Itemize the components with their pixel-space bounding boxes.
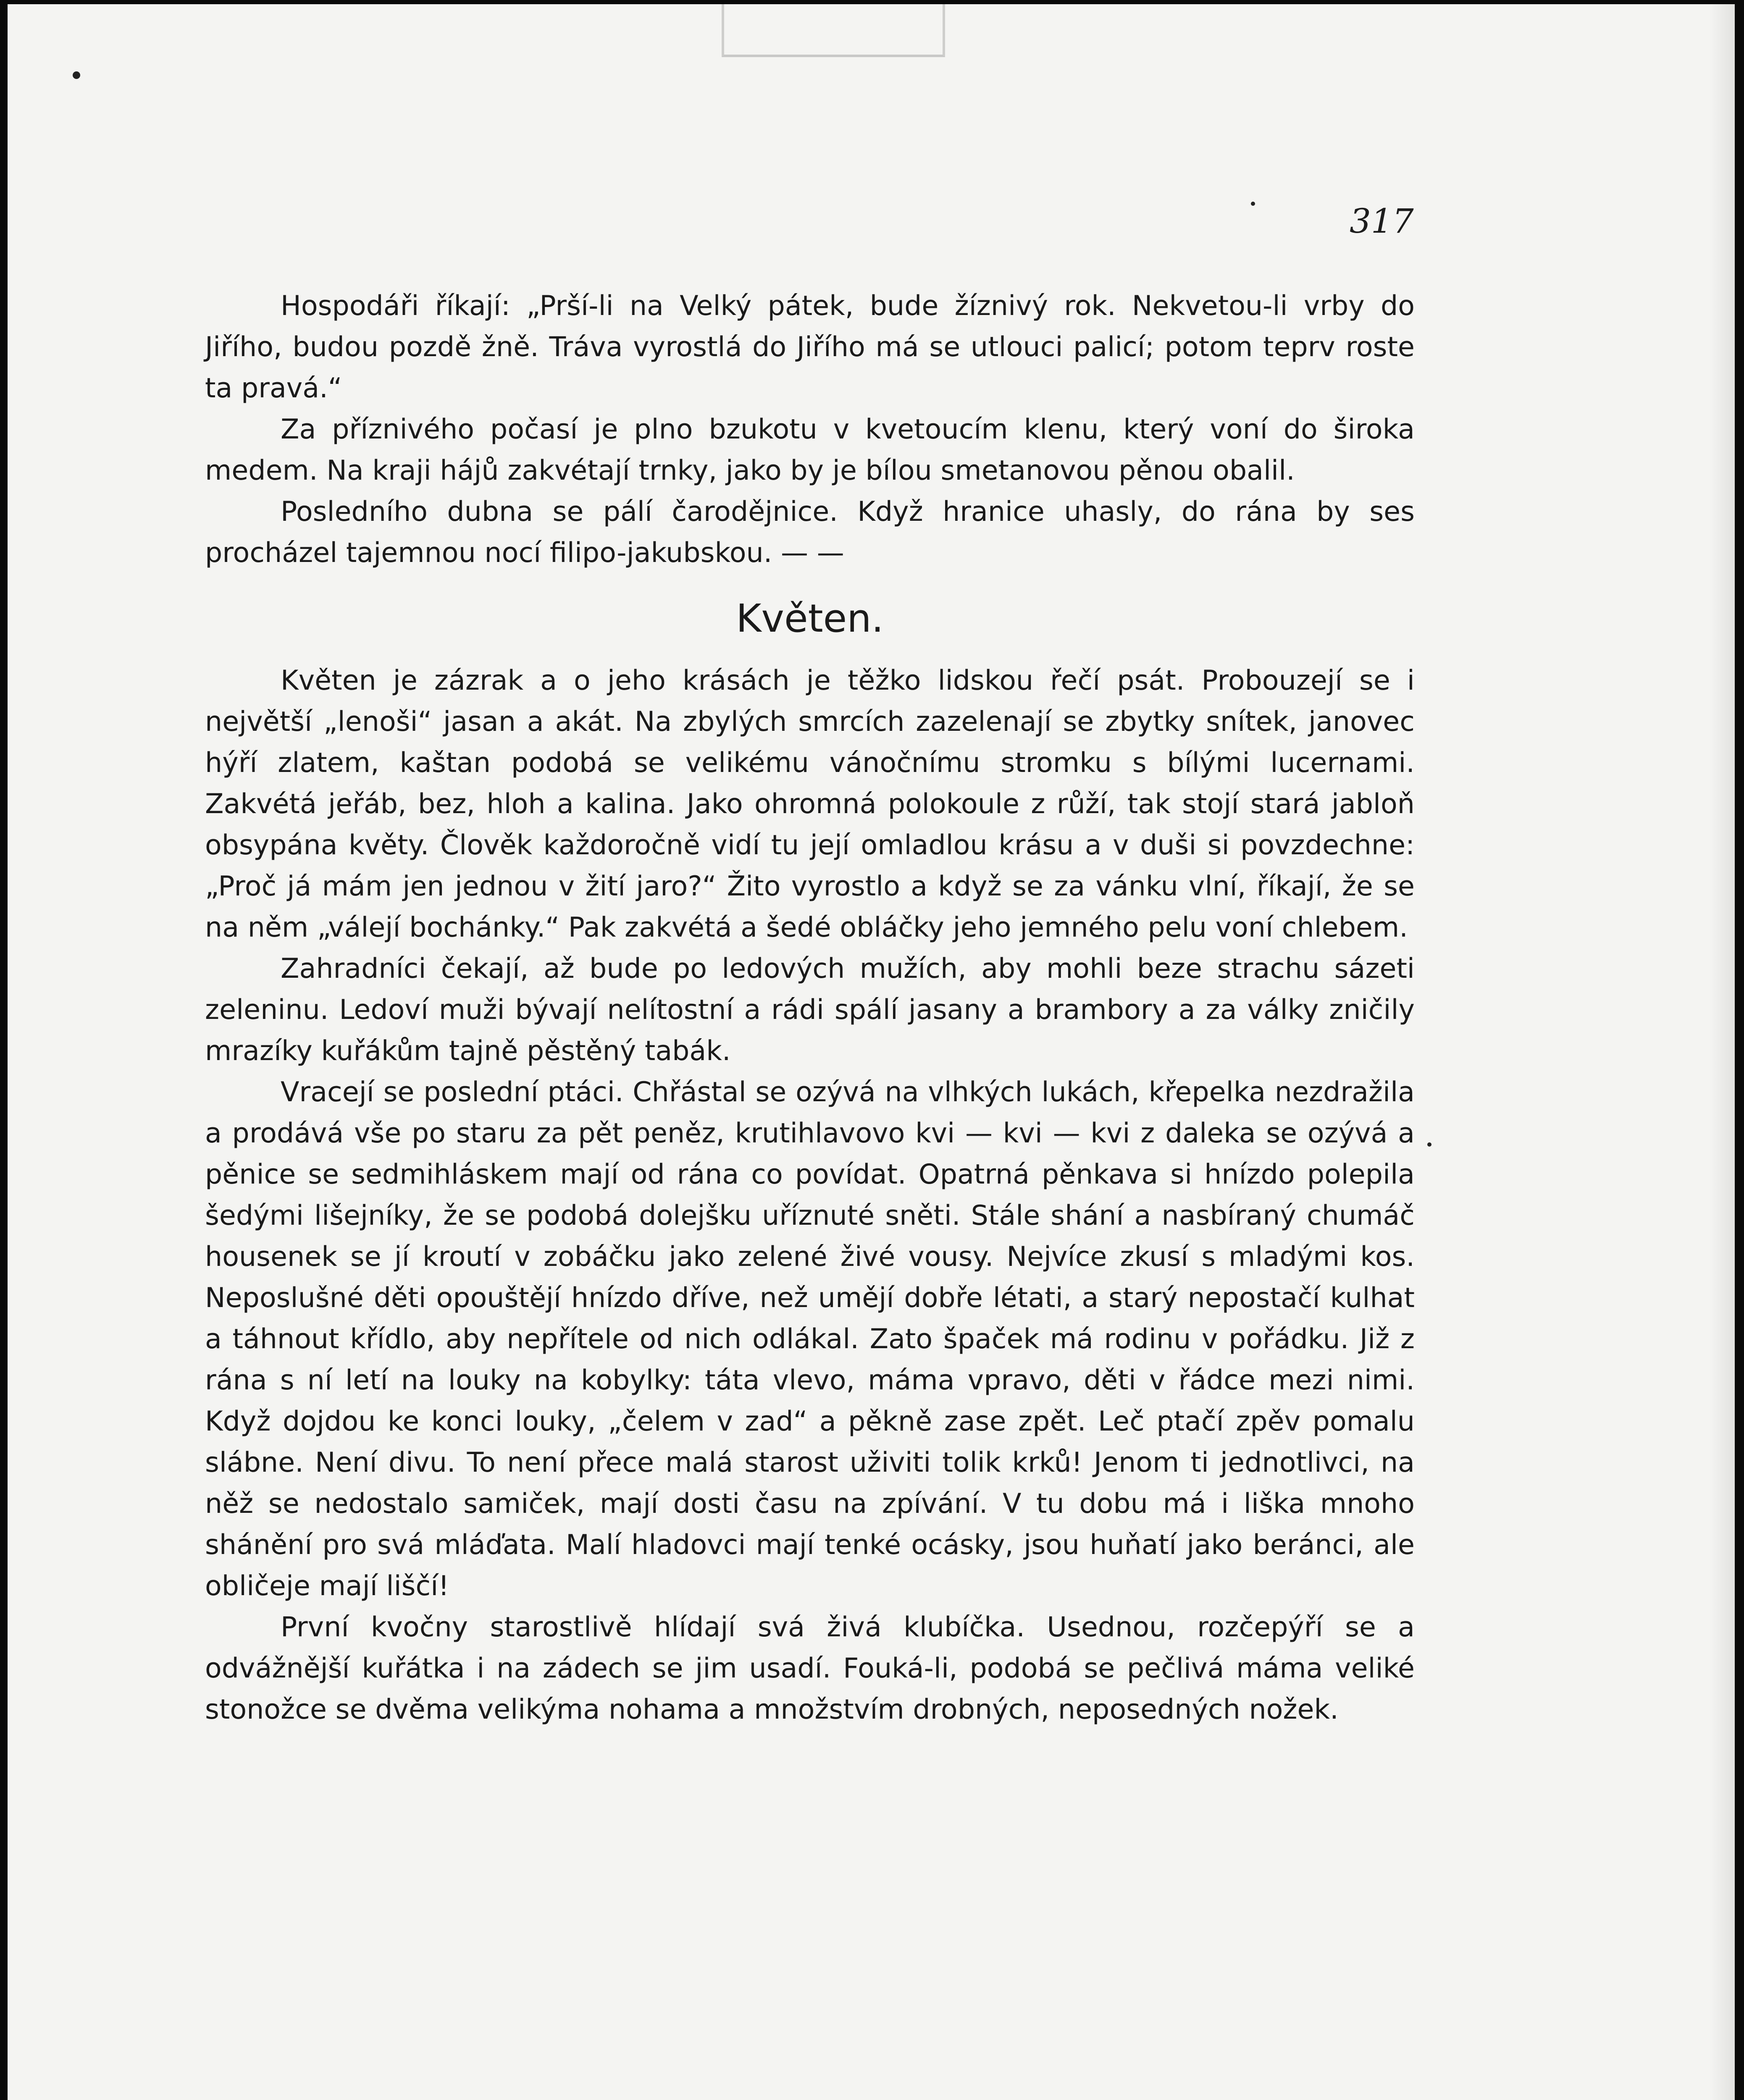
paragraph-spring-2: Za příznivého počasí je plno bzukotu v kvetoucím klenu, který voní do široka medem. Na kraji hájů zakvétají trnky, jako by je bílou smetanovou pěnou obalil.	[205, 414, 1415, 486]
scan-artifact	[722, 4, 945, 57]
paragraph-may-2: Zahradníci čekají, až bude po ledových mužích, aby mohli beze strachu sázeti zeleninu. Ledoví muži bývají nelítostní a rádi spálí jasany a brambory a za války zničily mrazíky kuřákům tajně pěstěný tabák.	[205, 953, 1415, 1067]
section-heading-may: Květen.	[736, 596, 884, 641]
scan-speck	[1427, 1142, 1431, 1147]
paragraph-may-4: První kvočny starostlivě hlídají svá živá klubíčka. Usednou, rozčepýří se a odvážnější kuřátka i na zádech se jim usadí. Fouká-li, podobá se pečlivá máma veliké stonožce se dvěma velikýma nohama a množstvím drobných, neposedných nožek.	[205, 1612, 1415, 1725]
scanned-page	[8, 4, 1735, 2100]
page-number: 317	[1350, 202, 1414, 241]
paragraph-may-3: Vracejí se poslední ptáci. Chřástal se ozývá na vlhkých lukách, křepelka nezdražila a prodává vše po staru za pět peněz, krutihlavovo kvi — kvi — kvi z daleka se ozývá a pěnice se sedmihláskem mají od rána co povídat. Opatrná pěnkava si hnízdo polepila šedými lišejníky, že se podobá dolejšku uříznuté sněti. Stále shání a nasbíraný chumáč housenek se jí kroutí v zobáčku jako zelené živé vousy. Nejvíce zkusí s mladými kos. Neposlušné děti opouštějí hnízdo dříve, než umějí dobře létati, a starý nepostačí kulhat a táhnout křídlo, aby nepřítele od nich odlákal. Zato špaček má rodinu v pořádku. Již z rána s ní letí na louky na kobylky: táta vlevo, máma vpravo, děti v řádce mezi nimi. Když dojdou ke konci louky, „čelem v zad“ a pěkně zase zpět. Leč ptačí zpěv pomalu slábne. Není divu. To není přece malá starost uživiti tolik krků! Jenom ti jednotlivci, na něž se nedostalo samiček, mají dosti času na zpívání. V tu dobu má i liška mnoho shánění pro svá mláďata. Malí hladovci mají tenké ocásky, jsou huňatí jako beránci, ale obličeje mají liščí!	[205, 1076, 1415, 1602]
paragraph-may-1: Květen je zázrak a o jeho krásách je těžko lidskou řečí psát. Probouzejí se i největší „lenoši“ jasan a akát. Na zbylých smrcích zazelenají se zbytky snítek, janovec hýří zlatem, kaštan podobá se velikému vánočnímu stromku s bílými lucernami. Zakvétá jeřáb, bez, hloh a kalina. Jako ohromná polokoule z růží, tak stojí stará jabloň obsypána květy. Člověk každoročně vidí tu její omladlou krásu a v duši si povzdechne: „Proč já mám jen jednou v žití jaro?“ Žito vyrostlo a když se za vánku vlní, říkají, že se na něm „válejí bochánky.“ Pak zakvétá a šedé obláčky jeho jemného pelu voní chlebem.	[205, 665, 1415, 943]
article-body	[205, 286, 1415, 1730]
paragraph-spring-1: Hospodáři říkají: „Prší-li na Velký pátek, bude žíznivý rok. Nekvetou-li vrby do Jiřího, budou pozdě žně. Tráva vyrostlá do Jiřího má se utlouci palicí; potom teprv roste ta pravá.“	[205, 290, 1415, 404]
scan-speck	[1251, 202, 1255, 206]
page-edge-shadow	[1710, 4, 1735, 2100]
scan-speck	[73, 71, 80, 79]
paragraph-spring-3: Posledního dubna se pálí čarodějnice. Když hranice uhasly, do rána by ses procházel tajemnou nocí filipo-jakubskou. — —	[205, 496, 1415, 569]
